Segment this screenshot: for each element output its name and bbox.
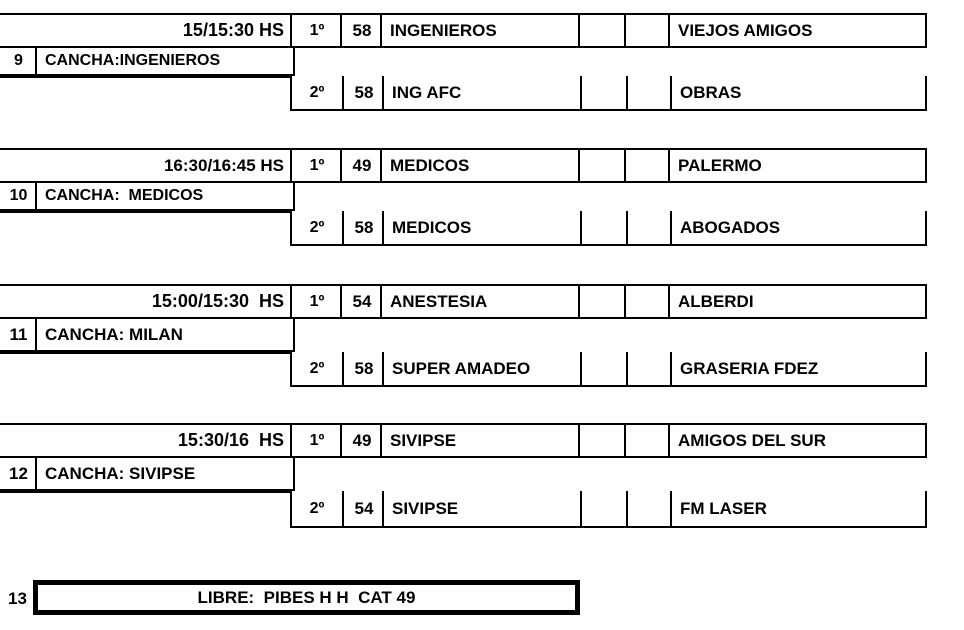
away-team: VIEJOS AMIGOS <box>668 15 925 46</box>
divider <box>0 211 295 213</box>
away-score <box>626 76 672 109</box>
match-order: 1º <box>290 15 342 46</box>
match-order: 1º <box>290 150 342 181</box>
block-number: 9 <box>14 52 23 69</box>
away-score <box>624 15 670 46</box>
home-team: SIVIPSE <box>382 491 582 526</box>
block-number: 10 <box>9 187 28 204</box>
block-number: 12 <box>9 463 28 483</box>
match-category: 58 <box>342 352 384 385</box>
match-time: 16:30/16:45 HS <box>163 155 284 175</box>
away-team: OBRAS <box>670 76 925 109</box>
home-team: ING AFC <box>382 76 582 109</box>
away-score <box>624 425 670 456</box>
venue-label: CANCHA: MEDICOS <box>35 183 293 209</box>
venue-row <box>0 319 295 352</box>
venue-row <box>0 183 295 211</box>
away-score <box>624 286 670 317</box>
away-team: FM LASER <box>670 491 925 526</box>
venue-label: CANCHA: SIVIPSE <box>35 458 293 489</box>
divider <box>0 491 295 493</box>
match-row-2 <box>290 211 927 246</box>
match-row-2 <box>290 352 927 387</box>
match-order: 1º <box>290 425 342 456</box>
divider <box>0 352 295 354</box>
home-score <box>578 15 626 46</box>
match-category: 49 <box>340 425 382 456</box>
match-row-2 <box>290 491 927 528</box>
match-row-1 <box>0 284 927 319</box>
home-score <box>578 425 626 456</box>
home-score <box>578 150 626 181</box>
home-score <box>580 491 628 526</box>
match-order: 1º <box>290 286 342 317</box>
match-category: 58 <box>340 15 382 46</box>
match-order: 2º <box>309 499 325 517</box>
match-row-1 <box>0 423 927 458</box>
match-category: 58 <box>342 211 384 244</box>
match-row-2 <box>290 76 927 111</box>
venue-row <box>0 48 295 76</box>
divider <box>0 76 295 78</box>
home-score <box>578 286 626 317</box>
match-time: 15:00/15:30 HS <box>151 291 284 311</box>
match-category: 54 <box>340 286 382 317</box>
home-team: SUPER AMADEO <box>382 352 582 385</box>
away-team: ABOGADOS <box>670 211 925 244</box>
away-score <box>624 150 670 181</box>
match-category: 54 <box>342 491 384 526</box>
away-team: GRASERIA FDEZ <box>670 352 925 385</box>
home-team: MEDICOS <box>380 150 580 181</box>
match-order: 2º <box>309 218 325 236</box>
away-score <box>626 211 672 244</box>
libre-number: 13 <box>8 589 27 608</box>
match-row-1 <box>0 148 927 183</box>
match-order: 2º <box>309 83 325 101</box>
home-team: MEDICOS <box>382 211 582 244</box>
match-order: 2º <box>309 359 325 377</box>
libre-text: LIBRE: PIBES H H CAT 49 <box>197 587 416 607</box>
libre-box <box>33 580 580 615</box>
away-team: PALERMO <box>668 150 925 181</box>
match-category: 49 <box>340 150 382 181</box>
match-time: 15/15:30 HS <box>182 20 284 40</box>
home-score <box>580 352 628 385</box>
venue-label: CANCHA: MILAN <box>35 319 293 350</box>
home-team: INGENIEROS <box>380 15 580 46</box>
home-score <box>580 211 628 244</box>
away-team: ALBERDI <box>668 286 925 317</box>
match-row-1 <box>0 13 927 48</box>
venue-label: CANCHA:INGENIEROS <box>35 48 293 74</box>
block-number: 11 <box>9 324 28 344</box>
away-score <box>626 352 672 385</box>
home-score <box>580 76 628 109</box>
away-team: AMIGOS DEL SUR <box>668 425 925 456</box>
match-category: 58 <box>342 76 384 109</box>
away-score <box>626 491 672 526</box>
match-time: 15:30/16 HS <box>177 430 284 450</box>
venue-row <box>0 458 295 491</box>
home-team: SIVIPSE <box>380 425 580 456</box>
home-team: ANESTESIA <box>380 286 580 317</box>
